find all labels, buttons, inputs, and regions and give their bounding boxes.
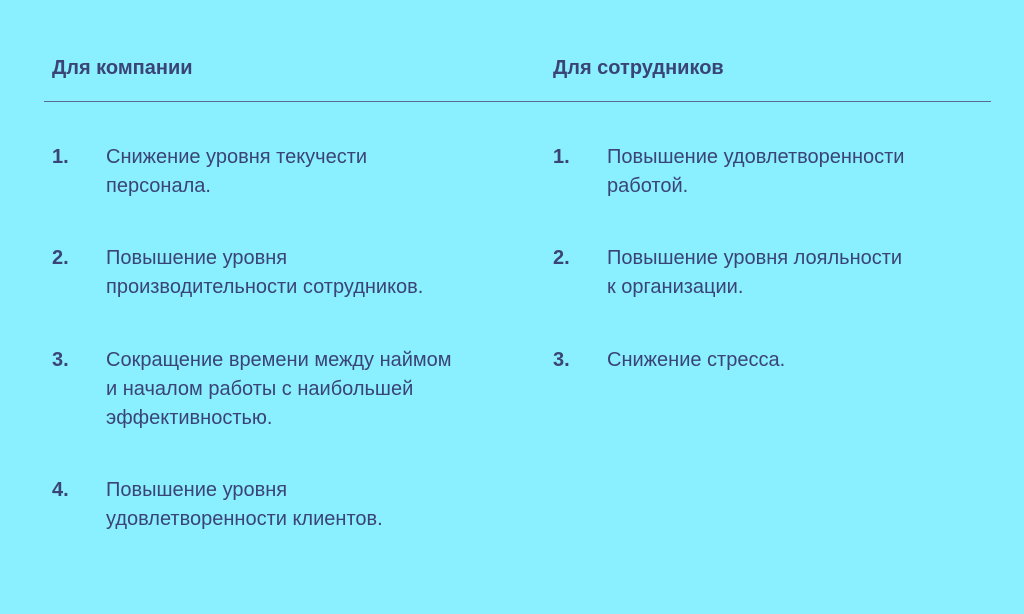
list-item-number: 3. — [553, 349, 570, 371]
list-item-number: 3. — [52, 349, 69, 371]
list-item-text: Снижение уровня текучести персонала. — [106, 146, 368, 197]
list-item-number: 4. — [52, 479, 69, 501]
list-item-number: 2. — [52, 247, 69, 269]
list-item-number: 1. — [553, 146, 570, 168]
list-item-number: 1. — [52, 146, 69, 168]
list-item-number: 2. — [553, 247, 570, 269]
list-item-text: Снижение стресса. — [607, 349, 786, 371]
list-item-text: Повышение уровня производительности сотрудников. — [106, 247, 424, 298]
list-item-text: Сокращение времени между наймом и началом работы с наибольшей эффективностью. — [106, 349, 452, 429]
list-item-text: Повышение удовлетворенности работой. — [607, 146, 905, 197]
employees-column-heading: Для сотрудников — [553, 57, 724, 79]
list-item-text: Повышение уровня лояльности к организации. — [607, 247, 903, 298]
company-column-heading: Для компании — [52, 57, 193, 79]
header-divider — [44, 101, 991, 102]
list-item-text: Повышение уровня удовлетворенности клиентов. — [106, 479, 383, 530]
